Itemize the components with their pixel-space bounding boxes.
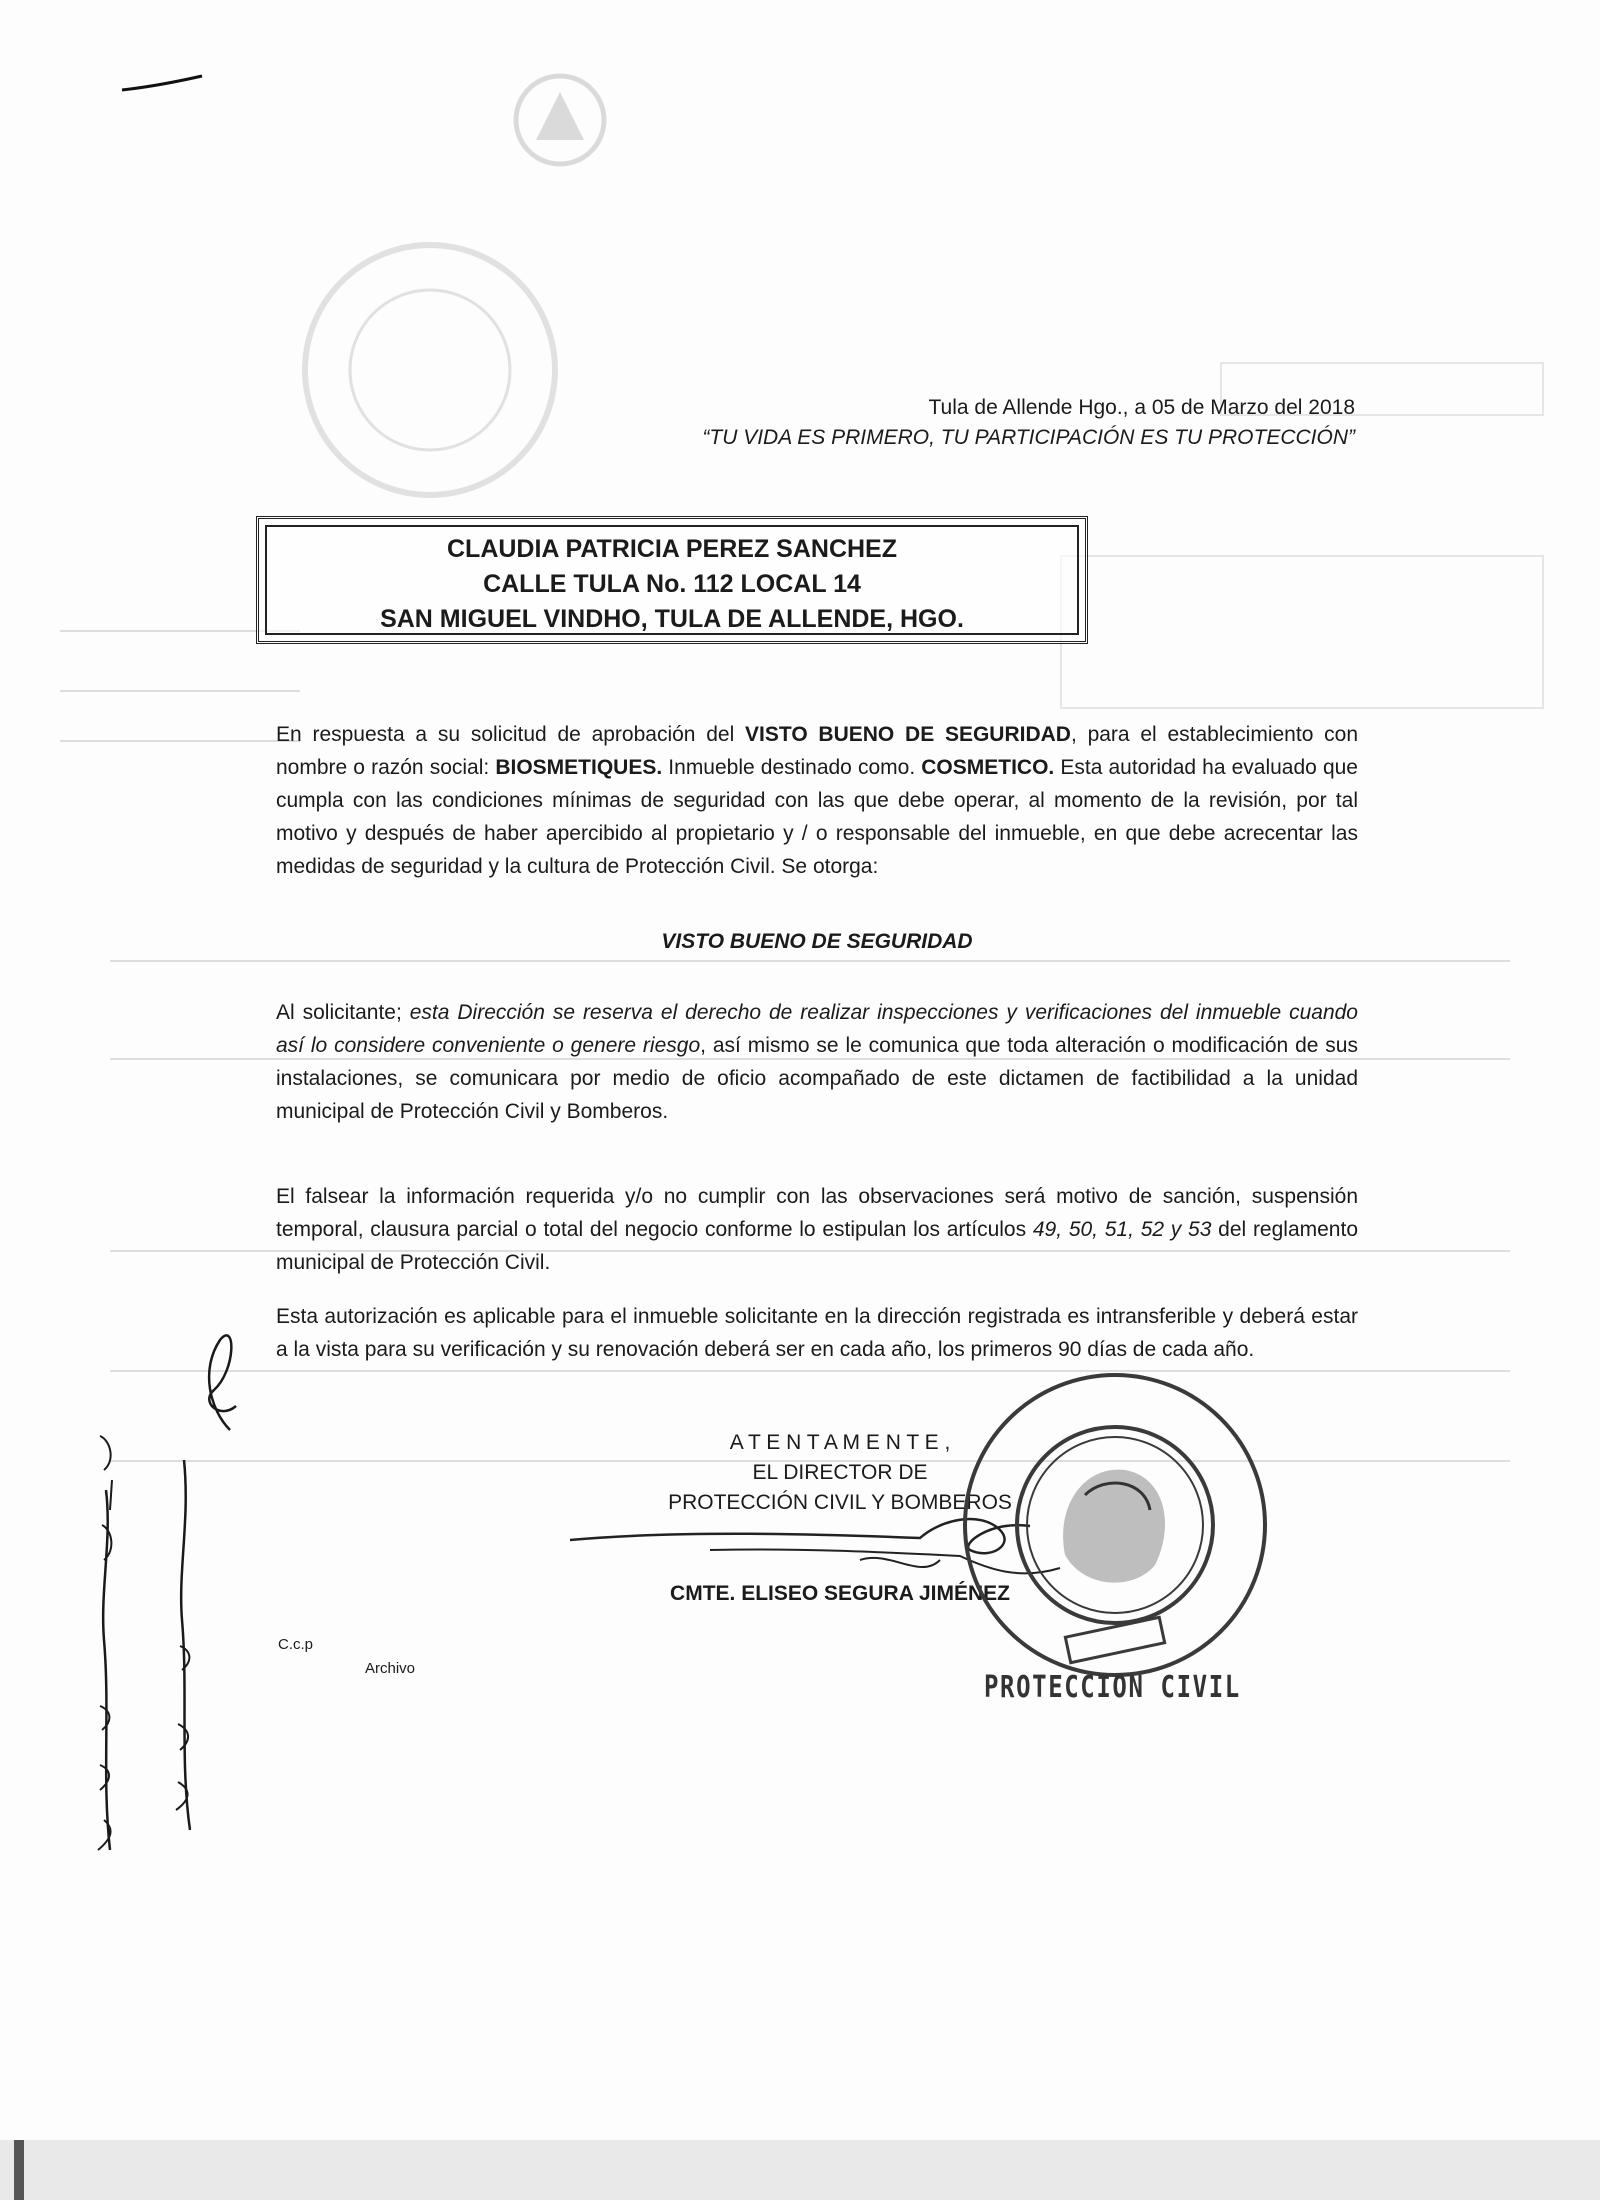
- paragraph-sanctions: El falsear la información requerida y/o no cumplir con las observaciones será motivo de sanción, suspensión temporal, clausura parcial o total del negocio conforme lo estipulan los artículos 49, 50, 51, 52 y 53 del reglamento municipal de Protección Civil.: [276, 1185, 1359, 1274]
- paragraph-inspection: Al solicitante; esta Dirección se reserva el derecho de realizar inspecciones y verificaciones del inmueble cuando así lo considere conveniente o genere riesgo, así mismo se le comunica que toda alteración o modificación de sus instalaciones, se comunicara por medio de oficio acompañado de este dictamen de factibilidad a la unidad municipal de Protección Civil y Bomberos.: [276, 1001, 1358, 1123]
- handwritten-receipt-note: [40, 1310, 240, 1870]
- recipient-name: CLAUDIA PATRICIA PEREZ SANCHEZ: [447, 535, 897, 563]
- copy-archive: Archivo: [365, 1660, 416, 1677]
- paragraph-request: En respuesta a su solicitud de aprobación del VISTO BUENO DE SEGURIDAD, para el establecimiento con nombre o razón social: BIOSMETIQUES. Inmueble destinado como. COSMETICO. Esta autoridad ha evaluado que cumpla con las condiciones mínimas de seguridad con las que debe operar, al momento de la revisión, por tal motivo y después de haber apercibido al propietario y / o responsable del inmueble, en que debe acrecentar las medidas de seguridad y la cultura de Protección Civil. Se otorga:: [276, 723, 1358, 878]
- bleed-through-seal: [510, 70, 610, 170]
- scan-edge: [0, 2140, 1600, 2200]
- bleed-through-line: [110, 960, 1510, 962]
- bleed-through-seal: [290, 230, 570, 510]
- bleed-through-line: [60, 690, 300, 692]
- bleed-through-table: [1060, 555, 1544, 709]
- closing-title-2: PROTECCIÓN CIVIL Y BOMBEROS: [668, 1491, 1012, 1514]
- closing-salutation: A T E N T A M E N T E ,: [729, 1431, 951, 1454]
- signer-name: CMTE. ELISEO SEGURA JIMÉNEZ: [670, 1582, 1010, 1605]
- slogan: “TU VIDA ES PRIMERO, TU PARTICIPACIÓN ES TU PROTECCIÓN”: [702, 426, 1355, 449]
- pen-mark-icon: [118, 60, 208, 100]
- recipient-street: CALLE TULA No. 112 LOCAL 14: [483, 570, 861, 598]
- recipient-locality: SAN MIGUEL VINDHO, TULA DE ALLENDE, HGO.: [380, 605, 964, 633]
- bleed-through-line: [60, 740, 300, 742]
- civil-protection-stamp-label: PROTECCION CIVIL: [984, 1670, 1241, 1705]
- municipal-seal-icon: [955, 1365, 1275, 1685]
- paragraph-validity: Esta autorización es aplicable para el inmueble solicitante en la dirección registrada es intransferible y deberá estar a la vista para su verificación y su renovación deberá ser en cada año, los primeros 90 días de cada año.: [276, 1305, 1358, 1361]
- grant-heading: VISTO BUENO DE SEGURIDAD: [661, 930, 973, 953]
- place-and-date: Tula de Allende Hgo., a 05 de Marzo del 2018: [928, 396, 1355, 419]
- closing-title-1: EL DIRECTOR DE: [752, 1461, 928, 1484]
- copy-to-label: C.c.p: [278, 1636, 314, 1653]
- recipient-box: [256, 516, 1088, 644]
- bleed-through-line: [110, 1370, 1510, 1372]
